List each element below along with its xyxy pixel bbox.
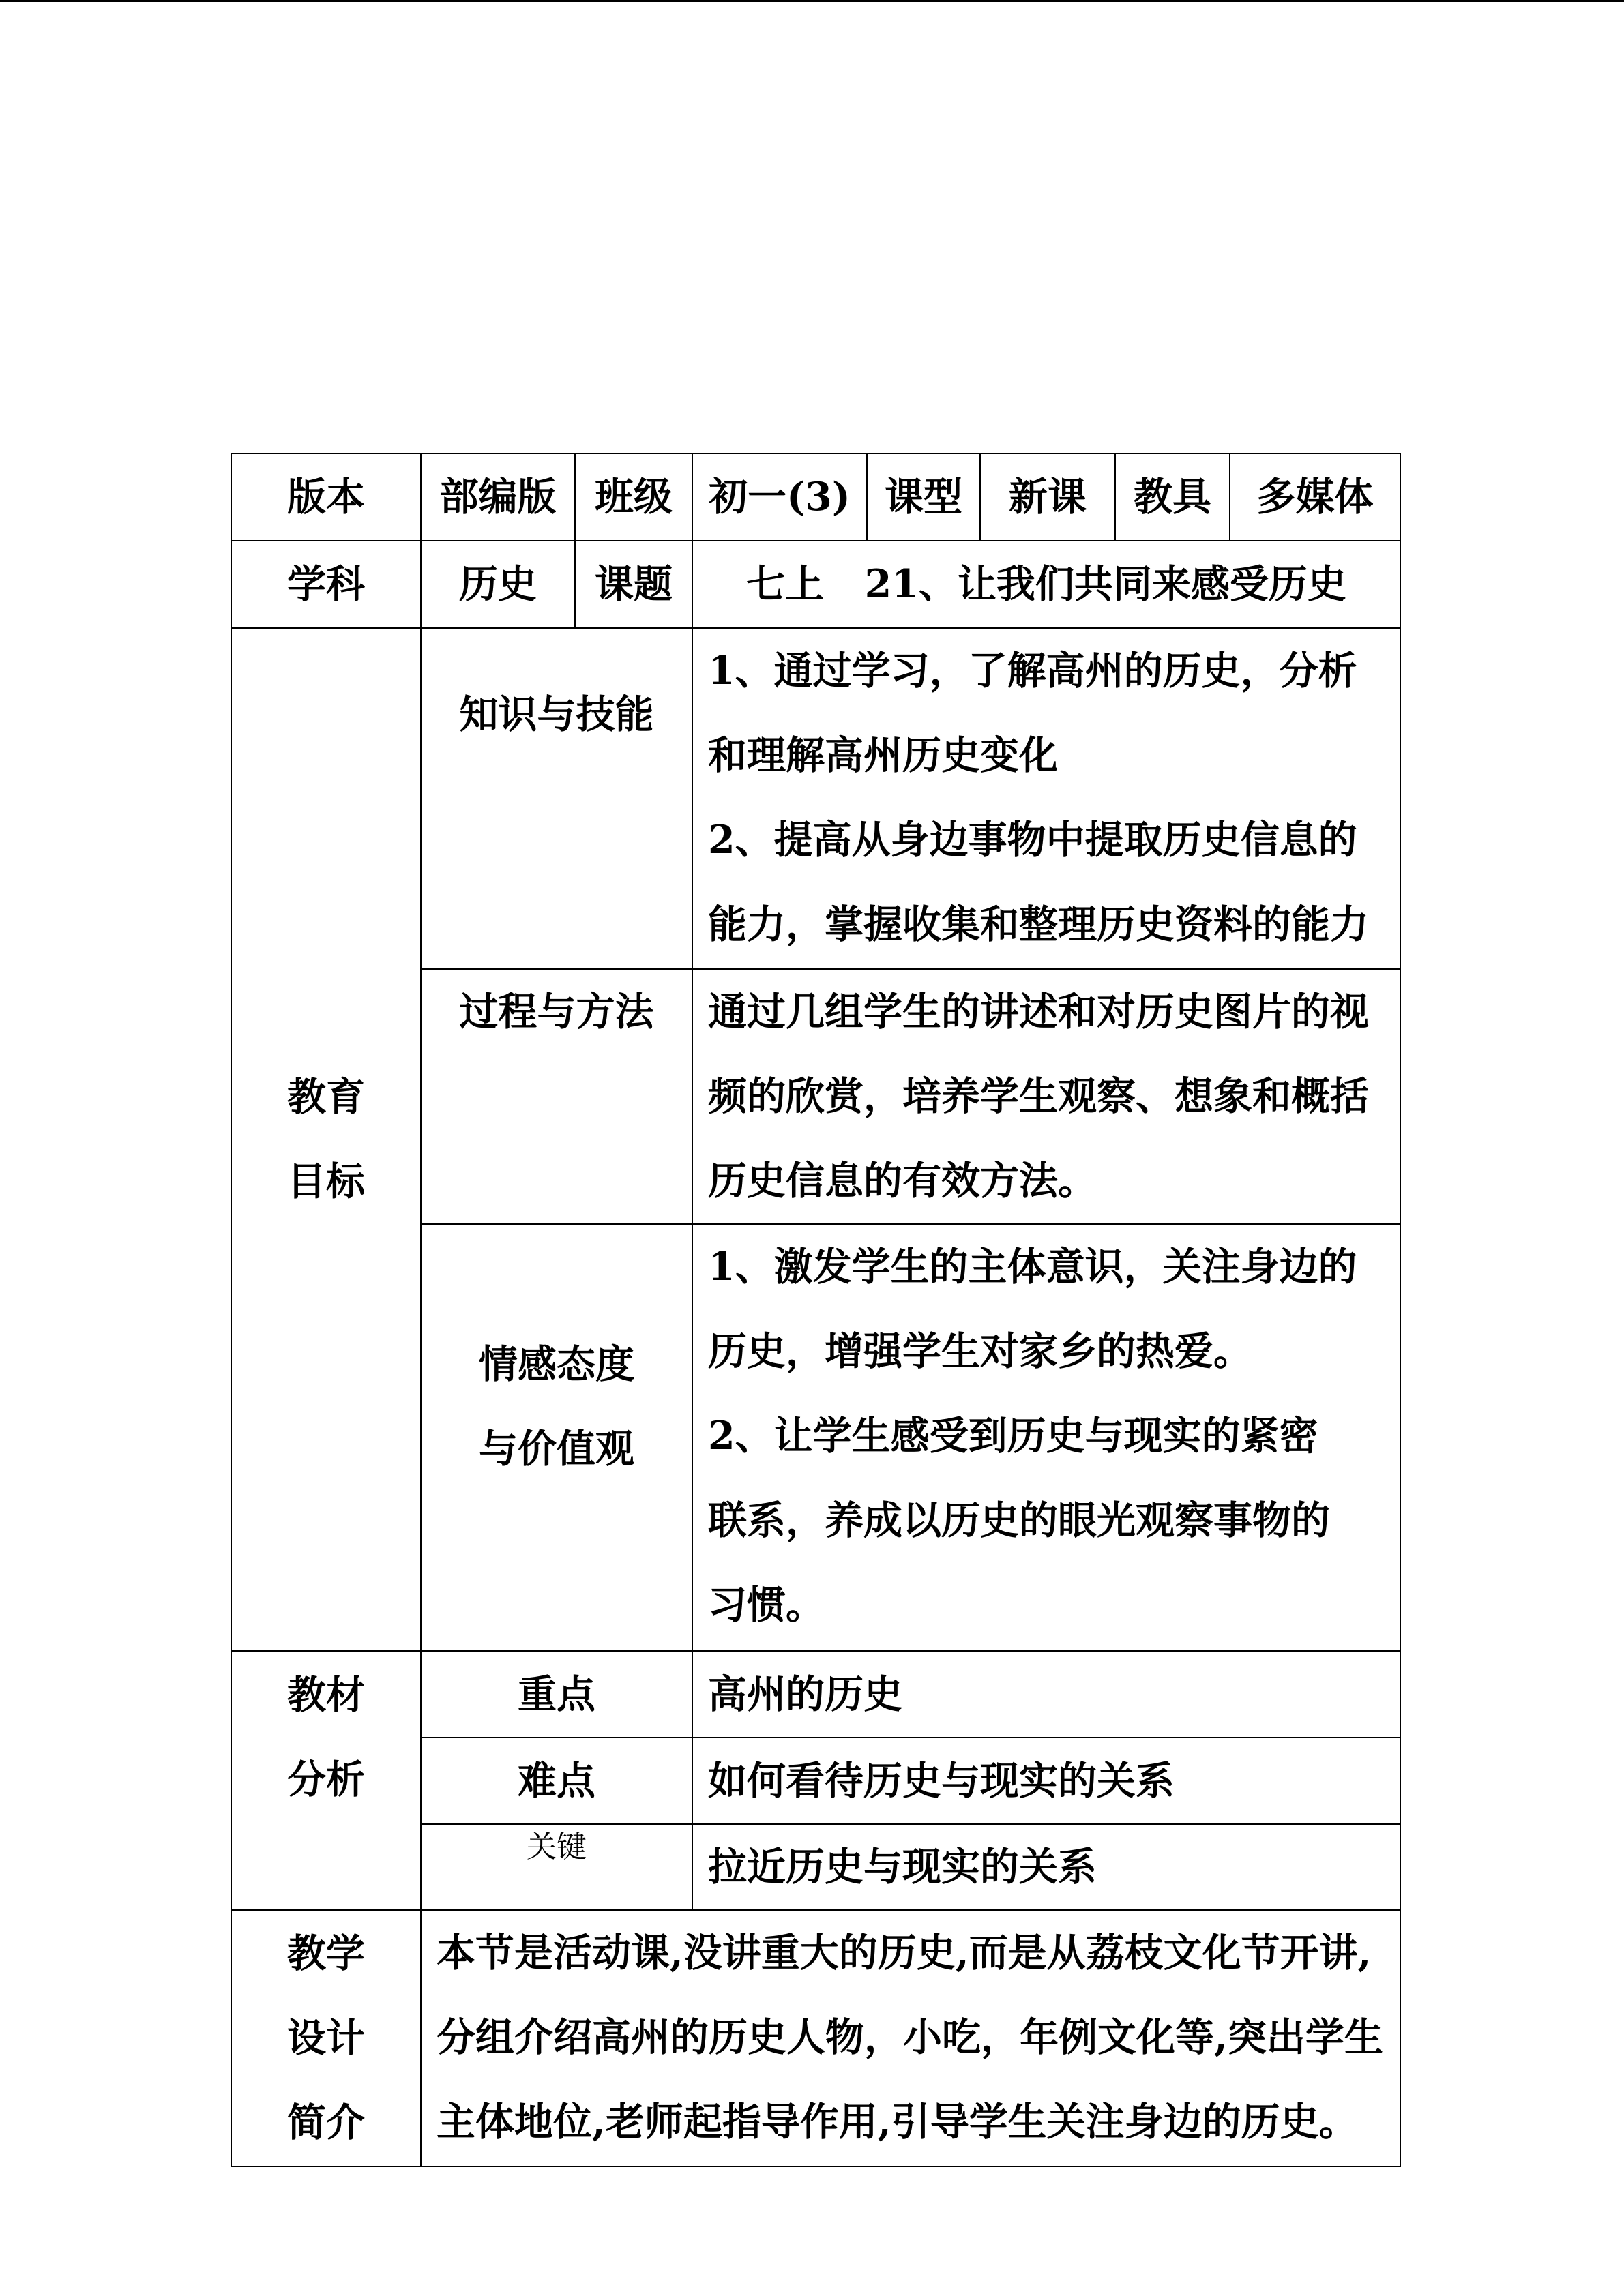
material-label-line2: 分析	[287, 1757, 365, 1802]
difficulty-value: 如何看待历史与现实的关系	[692, 1738, 1400, 1824]
emotion-values-label	[421, 1224, 692, 1651]
subject-value: 历史	[421, 541, 575, 628]
topic-value: 七上 21、让我们共同来感受历史	[692, 541, 1400, 628]
edition-label: 版本	[231, 453, 421, 541]
subject-label: 学科	[231, 541, 421, 628]
tools-label: 教具	[1115, 453, 1230, 541]
lesson-type-value: 新课	[980, 453, 1115, 541]
emotion-values-content	[692, 1224, 1400, 1651]
goals-label-line1: 教育	[287, 1074, 365, 1120]
design-label-line2: 设计	[287, 2015, 365, 2061]
key-label: 关键	[421, 1824, 692, 1910]
focus-label: 重点	[421, 1651, 692, 1738]
goals-label	[231, 628, 421, 1651]
material-label	[231, 1651, 421, 1910]
knowledge-skills-content	[692, 628, 1400, 969]
row-subject	[231, 541, 1400, 628]
emotion-label-line2: 与价值观	[479, 1426, 634, 1472]
goals-label-line2: 目标	[287, 1159, 365, 1204]
lesson-type-label: 课型	[867, 453, 980, 541]
key-value: 拉近历史与现实的关系	[692, 1824, 1400, 1910]
knowledge-skills-label: 知识与技能	[421, 628, 692, 969]
emotion-label-line1: 情感态度	[479, 1341, 634, 1387]
row-knowledge-skills	[231, 628, 1400, 969]
knowledge-item-2: 2、提高从身边事物中提取历史信息的能力，掌握收集和整理历史资料的能力	[708, 817, 1369, 947]
design-label	[231, 1910, 421, 2166]
emotion-item-2: 2、让学生感受到历史与现实的紧密联系，养成以历史的眼光观察事物的习惯。	[708, 1413, 1330, 1628]
design-intro-content: 本节是活动课,没讲重大的历史,而是从荔枝文化节开讲,分组介绍高州的历史人物，小吃，年例文化等,突出学生主体地位,老师起指导作用,引导学生关注身边的历史。	[421, 1910, 1400, 2166]
lesson-plan-table	[231, 453, 1401, 2167]
emotion-item-1: 1、激发学生的主体意识，关注身边的历史，增强学生对家乡的热爱。	[708, 1244, 1357, 1374]
topic-label: 课题	[575, 541, 692, 628]
knowledge-item-1: 1、通过学习，了解高州的历史，分析和理解高州历史变化	[708, 648, 1357, 778]
material-label-line1: 教材	[287, 1672, 365, 1718]
focus-value: 高州的历史	[692, 1651, 1400, 1738]
process-method-label: 过程与方法	[421, 969, 692, 1224]
class-value: 初一(3)	[692, 453, 867, 541]
row-focus	[231, 1651, 1400, 1738]
edition-value: 部编版	[421, 453, 575, 541]
difficulty-label: 难点	[421, 1738, 692, 1824]
class-label: 班级	[575, 453, 692, 541]
row-basic-info	[231, 453, 1400, 541]
design-label-line3: 简介	[287, 2100, 365, 2145]
process-method-content: 通过几组学生的讲述和对历史图片的视频的欣赏，培养学生观察、想象和概括历史信息的有效方法。	[692, 969, 1400, 1224]
page-top-border	[0, 0, 1624, 2]
row-design-intro	[231, 1910, 1400, 2166]
tools-value: 多媒体	[1230, 453, 1400, 541]
design-label-line1: 教学	[287, 1930, 365, 1976]
